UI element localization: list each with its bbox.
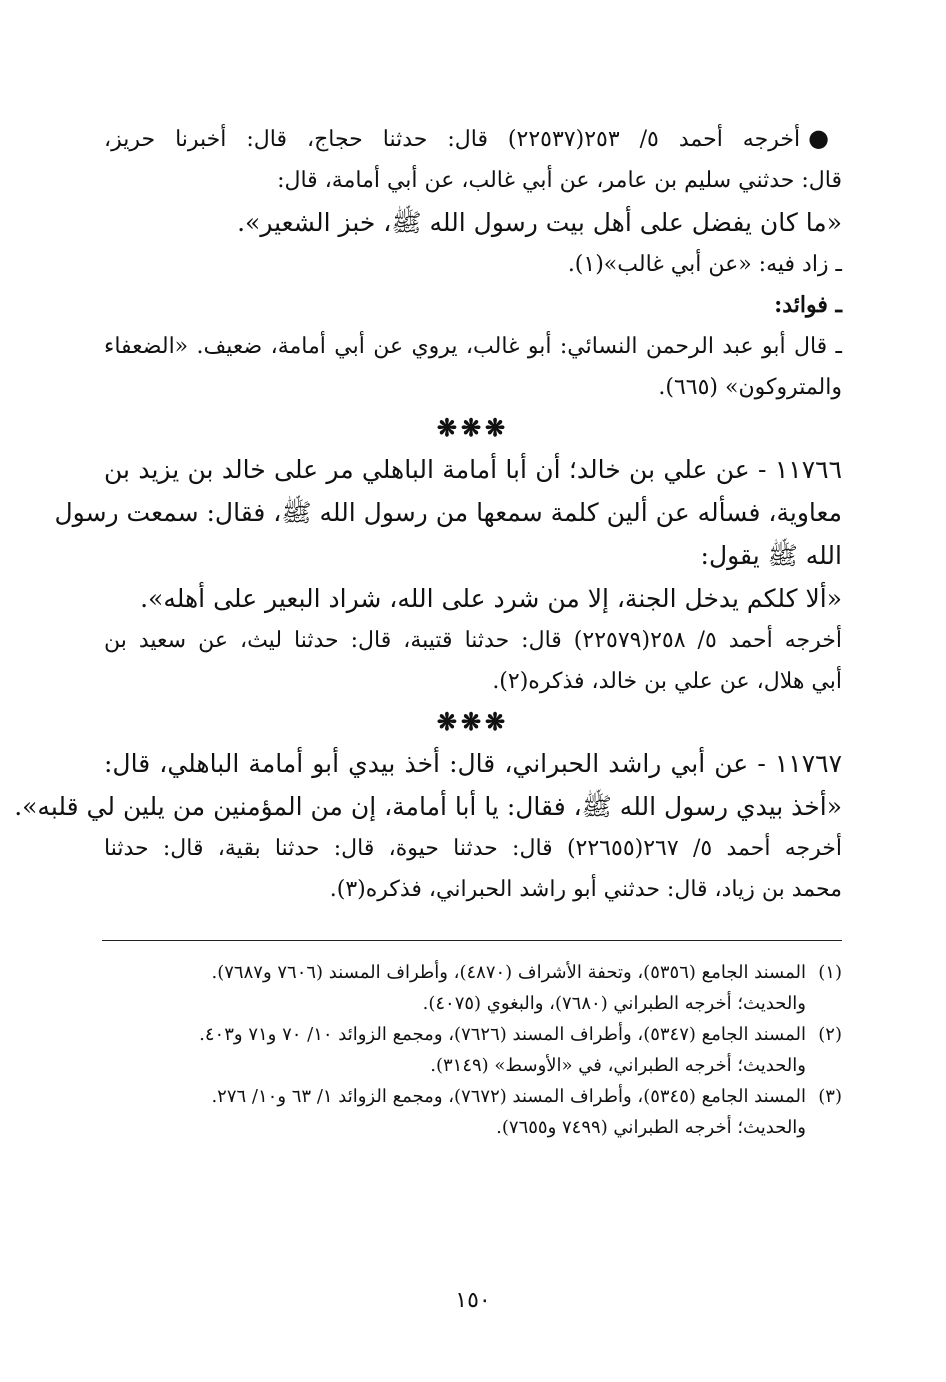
hadith-11766 [54,448,843,702]
benefit-text: والمتروكون» (٦٦٥). [658,375,842,400]
footnote-text: المسند الجامع (٥٣٤٧)، وأطراف المسند (٧٦٢٦)، ومجمع الزوائد ١٠/ ٧٠ و٧١ و٤٠٣. [199,1024,806,1045]
footnote-number: (٢) [818,1024,842,1045]
takhrij-block [104,118,842,408]
footnote-line [104,957,842,988]
hadith-text: «ألا كلكم يدخل الجنة، إلا من شرد على الله، شراد البعير على أهله». [140,584,842,613]
footnote-number: (١) [818,962,842,983]
footnote-text: والحديث؛ أخرجه الطبراني (٧٤٩٩ و٧٦٥٥). [496,1117,806,1138]
takhrij-line: أخرجه أحمد ٥/ ٢٥٨(٢٢٥٧٩) قال: حدثنا قتيبة، قال: حدثنا ليث، عن سعيد بن [104,628,843,653]
bullet-icon: ● [808,124,842,152]
footnote-text: والحديث؛ أخرجه الطبراني (٧٦٨٠)، والبغوي (٤٠٧٥). [422,993,806,1014]
takhrij-line: أخرجه أحمد ٥/ ٢٦٧(٢٢٦٥٥) قال: حدثنا حيوة، قال: حدثنا بقية، قال: حدثنا [104,836,843,861]
footnote-line [104,1019,842,1050]
footnotes [104,957,842,1143]
text-segment: أخرجه أحمد ٥/ ٢٥٣(٢٢٥٣٧) قال: حدثنا حجاج، قال: أخبرنا حريز، [104,127,801,152]
footnote-number: (٣) [818,1086,842,1107]
section-separator: ❋❋❋ [436,413,510,442]
hadith-line: ١١٧٦٧ - عن أبي راشد الحبراني، قال: أخذ بيدي أبو أمامة الباهلي، قال: [104,749,842,778]
takhrij-line: أبي هلال، عن علي بن خالد، فذكره(٢). [492,669,842,694]
benefit-text: ـ قال أبو عبد الرحمن النسائي: أبو غالب، يروي عن أبي أمامة، ضعيف. «الضعفاء [104,334,842,359]
hadith-11767 [14,742,843,910]
addition-note: ـ زاد فيه: «عن أبي غالب»(١). [567,252,842,277]
footnote-divider [102,940,842,941]
hadith-line: ١١٧٦٦ - عن علي بن خالد؛ أن أبا أمامة الباهلي مر على خالد بن يزيد بن [104,455,842,484]
hadith-line: معاوية، فسأله عن ألين كلمة سمعها من رسول الله ﷺ، فقال: سمعت رسول [54,498,842,527]
takhrij-line [104,118,842,160]
hadith-text: «أخذ بيدي رسول الله ﷺ، فقال: يا أبا أمامة، إن من المؤمنين من يلين لي قلبه». [14,792,842,821]
benefits-heading: ـ فوائد: [774,292,842,318]
hadith-text: «ما كان يفضل على أهل بيت رسول الله ﷺ، خبز الشعير». [237,208,842,237]
page-number: ١٥٠ [455,1288,491,1313]
chain-line: قال: حدثني سليم بن عامر، عن أبي غالب، عن أبي أمامة، قال: [277,168,842,193]
footnote-line [104,1081,842,1112]
hadith-line: الله ﷺ يقول: [700,541,842,570]
takhrij-line: محمد بن زياد، قال: حدثني أبو راشد الحبراني، فذكره(٣). [329,877,842,902]
footnote-text: المسند الجامع (٥٣٥٦)، وتحفة الأشراف (٤٨٧٠)، وأطراف المسند (٧٦٠٦ و٧٦٨٧). [211,962,806,983]
section-separator: ❋❋❋ [436,707,510,736]
footnote-text: المسند الجامع (٥٣٤٥)، وأطراف المسند (٧٦٧٢)، ومجمع الزوائد ١/ ٦٣ و١٠/ ٢٧٦. [211,1086,806,1107]
footnote-text: والحديث؛ أخرجه الطبراني، في «الأوسط» (٣١٤٩). [430,1055,806,1076]
